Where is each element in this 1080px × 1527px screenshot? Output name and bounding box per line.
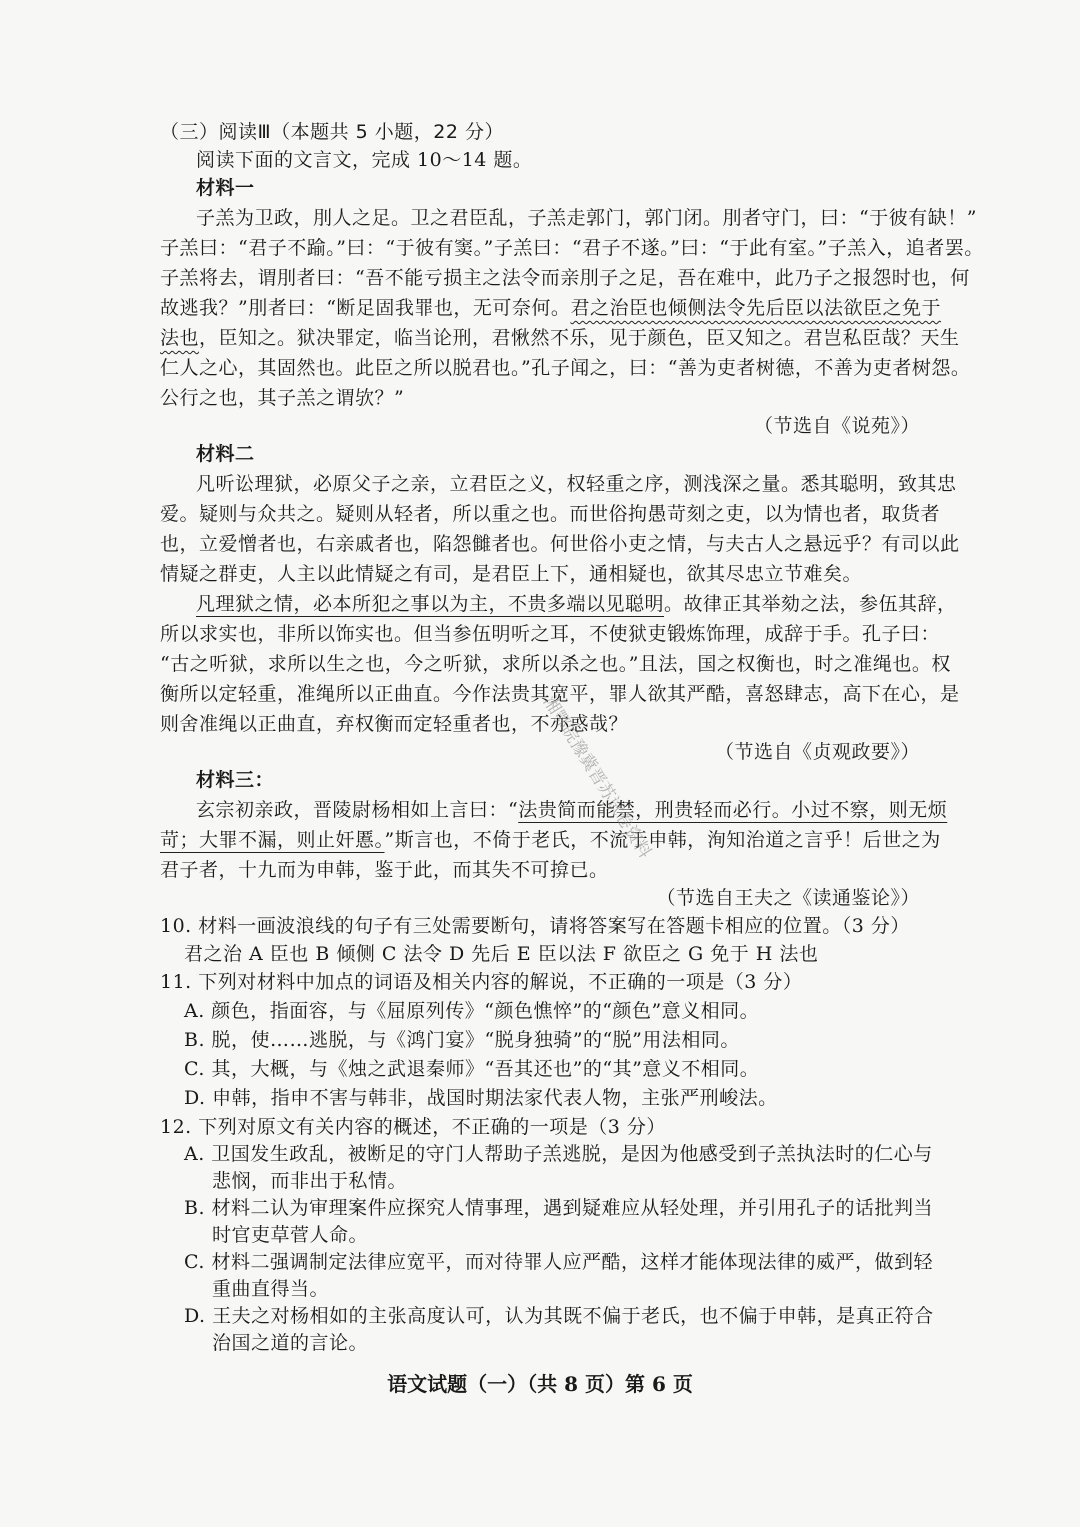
question-12-option-b: B. 材料二认为审理案件应探究人情事理，遇到疑难应从轻处理，并引用孔子的话批判当 xyxy=(184,1197,934,1219)
question-11-option-c: C. 其，大概，与《烛之武退秦师》“吾其还也”的“其”意义不相同。 xyxy=(184,1058,760,1080)
material2-line: 所以求实也，非所以饰实也。但当参伍明听之耳，不使狱吏锻炼饰理，成辞于手。孔子曰： xyxy=(160,623,941,645)
question-10-text: 君之治 A 臣也 B 倾侧 C 法令 D 先后 E 臣以法 F 欲臣之 G 免于 H 法也 xyxy=(184,943,819,965)
text-run: 。故律正其举劾之法，参伍其辞， xyxy=(664,593,957,615)
material2-label: 材料二 xyxy=(196,443,255,465)
wavy-underlined-sentence: 君之治臣也倾侧法令先后臣以法欲臣之免于 xyxy=(570,297,941,319)
material1-line: 子羔将去，谓刖者曰：“吾不能亏损主之法令而亲刖子之足，吾在难中，此乃子之报怨时也，何 xyxy=(160,267,970,289)
question-12-option-c: C. 材料二强调制定法律应宽平，而对待罪人应严酷，这样才能体现法律的威严，做到轻 xyxy=(184,1251,933,1273)
text-run: 故逃我？”刖者曰：“断足固我罪也，无可奈何。 xyxy=(160,297,571,319)
section-header: （三）阅读Ⅲ（本题共 5 小题，22 分） xyxy=(160,121,504,143)
text-run: ，臣知之。狱决罪定，临当论刑，君愀然不乐，见于颜色，臣又知之。君岂私臣哉？天生 xyxy=(199,327,960,349)
material2-line: 则舍准绳以正曲直，弃权衡而定轻重者也，不亦惑哉？ xyxy=(160,713,629,735)
question-11-option-d: D. 申韩，指申不害与韩非，战国时期法家代表人物，主张严刑峻法。 xyxy=(184,1087,778,1109)
material1-source: （节选自《说苑》） xyxy=(753,415,920,437)
question-12-option-b-cont: 时官吏草菅人命。 xyxy=(212,1224,369,1246)
question-11-option-a: A. 颜色，指面容，与《屈原列传》“颜色憔悴”的“颜色”意义相同。 xyxy=(184,1000,760,1022)
watermark: 湘鄂皖豫冀晋苏试卷资料 xyxy=(538,692,655,862)
question-12-option-a-cont: 悲悯，而非出于私情。 xyxy=(212,1170,408,1192)
question-12-option-d: D. 王夫之对杨相如的主张高度认可，认为其既不偏于老氏，也不偏于申韩，是真正符合 xyxy=(184,1305,934,1327)
page-footer: 语文试题（一）（共 8 页）第 6 页 xyxy=(387,1372,693,1396)
material2-line: 凡听讼理狱，必原父子之亲，立君臣之义，权轻重之序，测浅深之量。悉其聪明，致其忠 xyxy=(196,473,957,495)
question-11-stem: 11. 下列对材料中加点的词语及相关内容的解说，不正确的一项是（3 分） xyxy=(160,971,803,993)
material3-label: 材料三： xyxy=(196,769,275,791)
material1-line: 子羔曰：“君子不踰。”曰：“于彼有窦。”子羔曰：“君子不遂。”曰：“于此有室。”子羔入，追者罢。 xyxy=(160,237,984,259)
question-12-option-c-cont: 重曲直得当。 xyxy=(212,1278,330,1300)
material3-line xyxy=(196,795,947,825)
section-instruction: 阅读下面的文言文，完成 10～14 题。 xyxy=(196,149,533,171)
material2-source: （节选自《贞观政要》） xyxy=(714,741,920,763)
material3-line: 君子者，十九而为申韩，鉴于此，而其失不可揜已。 xyxy=(160,859,609,881)
question-10-stem: 10. 材料一画波浪线的句子有三处需要断句，请将答案写在答题卡相应的位置。（3 分） xyxy=(160,915,910,937)
material2-line: 衡所以定轻重，准绳所以正曲直。今作法贵其宽平，罪人欲其严酷，喜怒肆志，高下在心，是 xyxy=(160,683,960,705)
material1-line: 子羔为卫政，刖人之足。卫之君臣乱，子羔走郭门，郭门闭。刖者守门，曰：“于彼有缺！” xyxy=(196,207,977,229)
wavy-underlined-sentence: 法也 xyxy=(160,327,200,349)
material2-line: 情疑之群吏，人主以此情疑之有司，是君臣上下，通相疑也，欲其尽忠立节难矣。 xyxy=(160,563,863,585)
material2-line: 也，立爱憎者也，右亲戚者也，陷怨雠者也。何世俗小吏之情，与夫古人之悬远乎？有司以此 xyxy=(160,533,960,555)
material2-line: 爱。疑则与众共之。疑则从轻者，所以重之也。而世俗拘愚苛刻之吏，以为情也者，取货者 xyxy=(160,503,941,525)
question-12-stem: 12. 下列对原文有关内容的概述，不正确的一项是（3 分） xyxy=(160,1116,666,1138)
material1-label: 材料一 xyxy=(196,177,255,199)
material1-line: 仁人之心，其固然也。此臣之所以脱君也。”孔子闻之，曰：“善为吏者树德，不善为吏者树怨。 xyxy=(160,357,971,379)
material1-line xyxy=(160,293,941,323)
material1-line: 公行之也，其子羔之谓欤？” xyxy=(160,387,405,409)
underlined-sentence: 法贵简而能禁，刑贵轻而必行。小过不察，则无烦 xyxy=(518,799,948,821)
underlined-sentence: 苛；大罪不漏，则止奸慝。 xyxy=(160,829,385,851)
material3-source: （节选自王夫之《读通鉴论》） xyxy=(656,887,920,909)
material3-line xyxy=(160,825,941,855)
question-12-option-a: A. 卫国发生政乱，被断足的守门人帮助子羔逃脱，是因为他感受到子羔执法时的仁心与 xyxy=(184,1143,933,1165)
material1-line xyxy=(160,323,960,353)
underlined-sentence: 凡理狱之情，必本所犯之事以为主，不贵多端以见聪明 xyxy=(196,593,665,615)
question-12-option-d-cont: 治国之道的言论。 xyxy=(212,1332,369,1354)
text-run: ”斯言也，不倚于老氏，不流于申韩，洵知治道之言乎！后世之为 xyxy=(384,829,941,851)
text-run: 玄宗初亲政，晋陵尉杨相如上言曰：“ xyxy=(196,799,519,821)
material2-line: “古之听狱，求所以生之也，今之听狱，求所以杀之也。”且法，国之权衡也，时之准绳也。权 xyxy=(160,653,951,675)
question-11-option-b: B. 脱，使……逃脱，与《鸿门宴》“脱身独骑”的“脱”用法相同。 xyxy=(184,1029,740,1051)
material2-line xyxy=(196,589,957,619)
